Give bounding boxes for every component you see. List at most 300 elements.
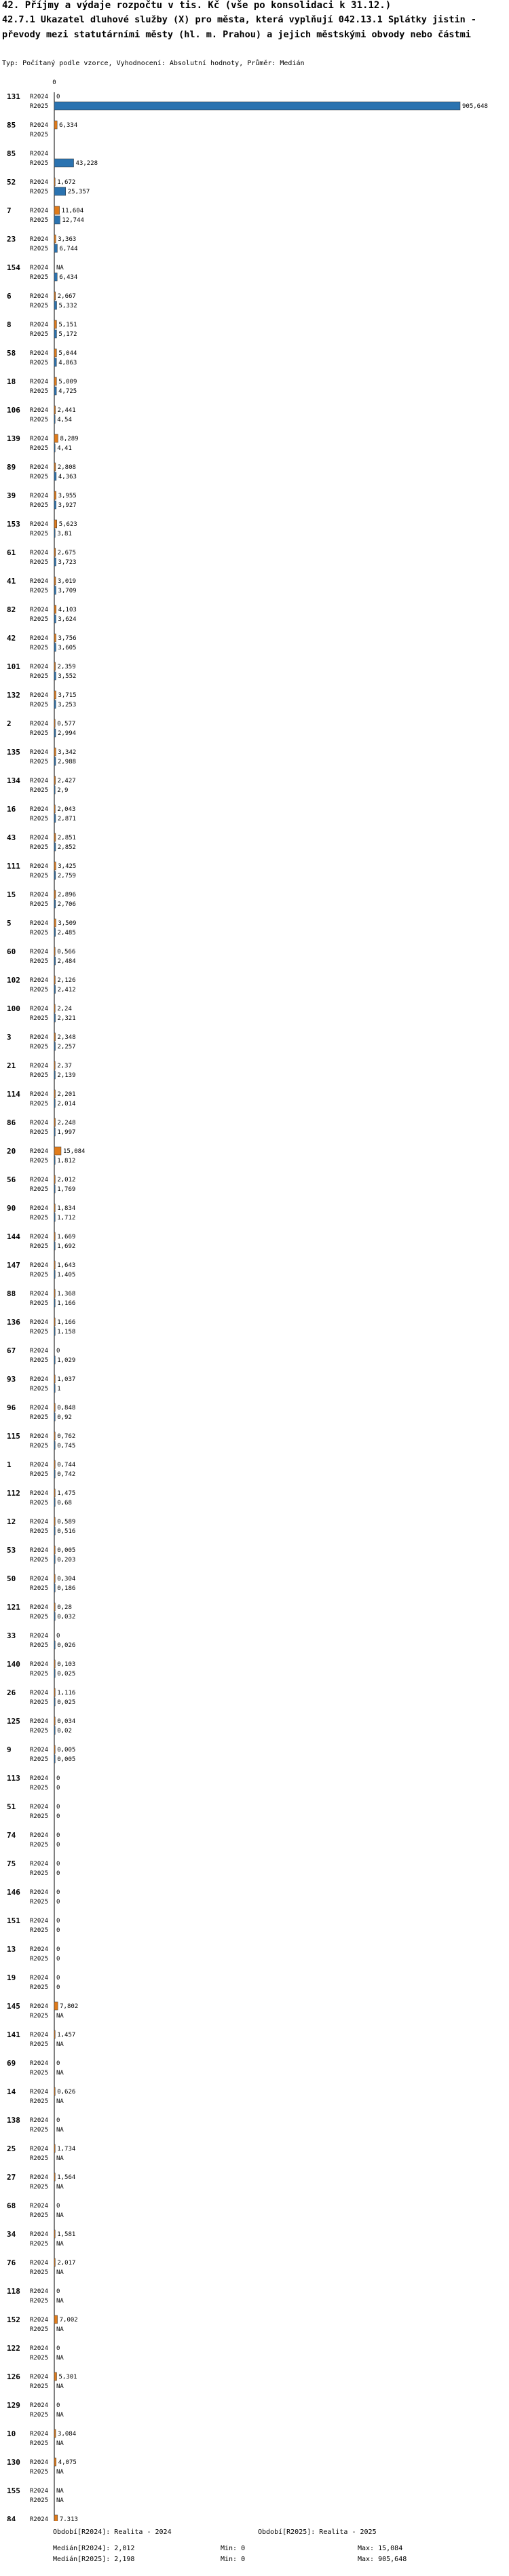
bar-r2025 bbox=[54, 1726, 55, 1735]
row-label: R2025 bbox=[30, 103, 49, 110]
value-label: 2,808 bbox=[57, 464, 76, 471]
row-label: R2024 bbox=[30, 407, 49, 414]
bar-r2024 bbox=[54, 2087, 55, 2096]
group-label: 140 bbox=[7, 1660, 20, 1669]
value-label: 3,624 bbox=[58, 616, 77, 623]
value-label: NA bbox=[56, 2070, 64, 2077]
bar-r2024 bbox=[54, 121, 57, 129]
row-label: R2024 bbox=[30, 1462, 49, 1469]
bar-r2025 bbox=[54, 729, 56, 737]
row-label: R2024 bbox=[30, 2231, 49, 2238]
row-label: R2024 bbox=[30, 122, 49, 129]
row-label: R2024 bbox=[30, 2402, 49, 2409]
value-label: 0 bbox=[56, 1899, 60, 1906]
group-label: 85 bbox=[7, 149, 16, 158]
row-label: R2025 bbox=[30, 1243, 49, 1250]
bar-r2024 bbox=[54, 1432, 55, 1440]
bar-r2024 bbox=[54, 1147, 61, 1155]
bar-r2024 bbox=[54, 1375, 55, 1383]
row-label: R2025 bbox=[30, 160, 49, 167]
value-label: 0 bbox=[56, 2345, 60, 2352]
bar-r2024 bbox=[54, 605, 56, 613]
row-label: R2025 bbox=[30, 588, 49, 594]
value-label: NA bbox=[56, 2298, 64, 2305]
value-label: 6,334 bbox=[59, 122, 78, 129]
row-label: R2025 bbox=[30, 2383, 49, 2390]
row-label: R2025 bbox=[30, 417, 49, 423]
value-label: 1 bbox=[57, 1386, 61, 1393]
row-label: R2024 bbox=[30, 1177, 49, 1183]
row-label: R2024 bbox=[30, 835, 49, 841]
bar-r2025 bbox=[54, 558, 56, 566]
value-label: NA bbox=[56, 2326, 64, 2333]
bar-r2024 bbox=[54, 776, 56, 784]
bar-r2024 bbox=[54, 947, 55, 955]
value-label: 3,425 bbox=[58, 863, 77, 870]
group-label: 67 bbox=[7, 1346, 16, 1355]
row-label: R2024 bbox=[30, 436, 49, 442]
value-label: 1,029 bbox=[57, 1357, 76, 1364]
row-label: R2025 bbox=[30, 1072, 49, 1079]
value-label: 2,675 bbox=[57, 550, 76, 556]
value-label: NA bbox=[56, 2497, 64, 2504]
row-label: R2025 bbox=[30, 1272, 49, 1278]
chart-subtitle-title: 42.7.1 Ukazatel dluhové služby (X) pro města, která vyplňují 042.13.1 Splátky jistin - převody mezi statutárními městy (hl. m. Prahou) a jejich městskými obvody nebo částmi bbox=[2, 14, 476, 40]
value-label: 2,667 bbox=[57, 293, 76, 300]
value-label: NA bbox=[56, 2155, 64, 2162]
chart-title: 42. Příjmy a výdaje rozpočtu v tis. Kč (vše po konsolidaci k 31.12.) bbox=[2, 0, 392, 11]
bar-r2025 bbox=[54, 216, 60, 224]
row-label: R2025 bbox=[30, 1899, 49, 1906]
value-label: 1,457 bbox=[57, 2032, 76, 2039]
row-label: R2025 bbox=[30, 759, 49, 765]
value-label: 0 bbox=[56, 2288, 60, 2295]
bar-r2024 bbox=[54, 1603, 55, 1611]
value-label: 0,304 bbox=[57, 1576, 76, 1583]
group-label: 8 bbox=[7, 320, 12, 329]
group-label: 132 bbox=[7, 691, 20, 700]
group-label: 115 bbox=[7, 1432, 20, 1441]
bar-r2024 bbox=[54, 235, 56, 243]
row-label: R2024 bbox=[30, 1490, 49, 1497]
value-label: NA bbox=[56, 2127, 64, 2134]
row-label: R2025 bbox=[30, 844, 49, 851]
row-label: R2025 bbox=[30, 616, 49, 623]
row-label: R2024 bbox=[30, 977, 49, 984]
value-label: NA bbox=[56, 2184, 64, 2191]
value-label: 5,151 bbox=[58, 322, 77, 328]
row-label: R2024 bbox=[30, 892, 49, 898]
bar-r2024 bbox=[54, 1204, 55, 1212]
row-label: R2024 bbox=[30, 2260, 49, 2267]
value-label: 3,342 bbox=[58, 749, 77, 756]
group-label: 100 bbox=[7, 1004, 20, 1013]
value-label: 1,834 bbox=[57, 1205, 76, 1212]
value-label: 1,669 bbox=[57, 1234, 76, 1240]
row-label: R2024 bbox=[30, 664, 49, 670]
bar-r2024 bbox=[54, 2315, 58, 2324]
value-label: 0 bbox=[56, 1832, 60, 1839]
value-label: 0,762 bbox=[57, 1433, 76, 1440]
row-label: R2025 bbox=[30, 1614, 49, 1621]
row-label: R2025 bbox=[30, 816, 49, 822]
group-label: 112 bbox=[7, 1489, 20, 1498]
value-label: 7,313 bbox=[59, 2516, 78, 2521]
row-label: R2024 bbox=[30, 2203, 49, 2210]
row-label: R2024 bbox=[30, 2089, 49, 2096]
row-label: R2024 bbox=[30, 1633, 49, 1640]
row-label: R2025 bbox=[30, 2070, 49, 2077]
value-label: 0 bbox=[56, 1918, 60, 1925]
value-label: 12,744 bbox=[62, 217, 84, 224]
group-label: 5 bbox=[7, 919, 12, 928]
value-label: 2,706 bbox=[57, 901, 76, 908]
bar-r2025 bbox=[54, 1042, 55, 1050]
row-label: R2025 bbox=[30, 1785, 49, 1792]
value-label: 0,566 bbox=[57, 949, 76, 955]
row-label: R2024 bbox=[30, 2374, 49, 2381]
group-label: 42 bbox=[7, 634, 16, 643]
row-label: R2024 bbox=[30, 1234, 49, 1240]
group-label: 68 bbox=[7, 2201, 16, 2210]
group-label: 34 bbox=[7, 2230, 16, 2239]
bar-r2025 bbox=[54, 1242, 55, 1250]
row-label: R2025 bbox=[30, 1500, 49, 1507]
group-label: 153 bbox=[7, 520, 20, 529]
bar-r2025 bbox=[54, 1755, 55, 1763]
value-label: 0 bbox=[56, 2402, 60, 2409]
value-label: 0 bbox=[56, 2117, 60, 2124]
group-label: 121 bbox=[7, 1603, 20, 1612]
bar-r2025 bbox=[54, 1128, 55, 1136]
row-label: R2025 bbox=[30, 1927, 49, 1934]
bar-r2025 bbox=[54, 1413, 55, 1421]
row-label: R2025 bbox=[30, 1101, 49, 1107]
group-label: 85 bbox=[7, 121, 16, 130]
row-label: R2025 bbox=[30, 1528, 49, 1535]
row-label: R2024 bbox=[30, 464, 49, 471]
bar-r2024 bbox=[54, 862, 56, 870]
row-label: R2025 bbox=[30, 502, 49, 509]
row-label: R2024 bbox=[30, 2431, 49, 2438]
bar-r2024 bbox=[54, 1517, 55, 1526]
row-label: R2024 bbox=[30, 607, 49, 613]
bar-r2025 bbox=[54, 159, 74, 167]
footer-period-2024: Období[R2024]: Realita - 2024 bbox=[53, 2528, 172, 2536]
bar-r2025 bbox=[54, 1698, 55, 1706]
value-label: 3,019 bbox=[57, 578, 77, 585]
row-label: R2024 bbox=[30, 322, 49, 328]
bar-r2025 bbox=[54, 957, 56, 965]
row-label: R2025 bbox=[30, 1300, 49, 1307]
row-label: R2025 bbox=[30, 531, 49, 537]
bar-r2024 bbox=[54, 2372, 57, 2381]
value-label: NA bbox=[56, 2269, 64, 2276]
group-label: 114 bbox=[7, 1090, 20, 1099]
row-label: R2024 bbox=[30, 2459, 49, 2466]
value-label: 2,321 bbox=[57, 1015, 76, 1022]
bar-r2025 bbox=[54, 330, 56, 338]
row-label: R2024 bbox=[30, 1262, 49, 1269]
value-label: 1,405 bbox=[57, 1272, 76, 1278]
row-label: R2024 bbox=[30, 1576, 49, 1583]
row-label: R2025 bbox=[30, 189, 49, 195]
row-label: R2024 bbox=[30, 1348, 49, 1355]
bar-r2025 bbox=[54, 672, 56, 680]
row-label: R2024 bbox=[30, 1006, 49, 1012]
row-label: R2024 bbox=[30, 1405, 49, 1412]
group-label: 19 bbox=[7, 1973, 16, 1982]
value-label: 1,166 bbox=[57, 1300, 76, 1307]
bar-r2025 bbox=[54, 1156, 55, 1164]
group-label: 136 bbox=[7, 1318, 20, 1327]
value-label: 3,363 bbox=[58, 236, 77, 243]
value-label: 1,368 bbox=[57, 1291, 76, 1298]
bar-r2025 bbox=[54, 102, 460, 110]
value-label: 0 bbox=[56, 1348, 60, 1355]
group-label: 43 bbox=[7, 833, 16, 842]
value-label: 11,604 bbox=[61, 208, 84, 214]
value-label: 1,116 bbox=[57, 1690, 76, 1697]
row-label: R2024 bbox=[30, 2288, 49, 2295]
bar-r2024 bbox=[54, 691, 56, 699]
row-label: R2024 bbox=[30, 863, 49, 870]
bar-r2024 bbox=[54, 1489, 55, 1497]
value-label: 2,201 bbox=[57, 1091, 76, 1098]
row-label: R2024 bbox=[30, 1120, 49, 1126]
row-label: R2025 bbox=[30, 2184, 49, 2191]
value-label: 2,24 bbox=[57, 1006, 72, 1012]
value-label: 0 bbox=[56, 1870, 60, 1877]
group-label: 39 bbox=[7, 491, 16, 500]
row-label: R2025 bbox=[30, 1015, 49, 1022]
bar-r2025 bbox=[54, 1213, 55, 1221]
value-label: 1,158 bbox=[57, 1329, 76, 1336]
bar-r2024 bbox=[54, 2144, 55, 2153]
group-label: 89 bbox=[7, 463, 16, 472]
footer-max-2025: Max: 905,648 bbox=[358, 2556, 407, 2563]
bar-r2025 bbox=[54, 358, 56, 366]
value-label: 15,084 bbox=[62, 1148, 86, 1155]
bar-r2024 bbox=[54, 2030, 55, 2039]
value-label: 2,139 bbox=[57, 1072, 76, 1079]
row-label: R2025 bbox=[30, 474, 49, 480]
bar-r2024 bbox=[54, 662, 56, 670]
row-label: R2024 bbox=[30, 1376, 49, 1383]
group-label: 27 bbox=[7, 2173, 16, 2182]
bar-r2024 bbox=[54, 2230, 55, 2238]
group-label: 139 bbox=[7, 434, 20, 443]
value-label: NA bbox=[56, 2488, 64, 2495]
group-label: 23 bbox=[7, 235, 16, 244]
bar-r2024 bbox=[54, 406, 56, 414]
row-label: R2024 bbox=[30, 350, 49, 357]
bar-r2024 bbox=[54, 1061, 55, 1069]
group-label: 58 bbox=[7, 349, 16, 358]
row-label: R2024 bbox=[30, 635, 49, 642]
value-label: 0,744 bbox=[57, 1462, 76, 1469]
bar-r2025 bbox=[54, 1014, 56, 1022]
value-label: 3,509 bbox=[58, 920, 77, 927]
bar-r2025 bbox=[54, 900, 56, 908]
group-label: 1 bbox=[7, 1460, 12, 1469]
group-label: 84 bbox=[7, 2515, 16, 2521]
group-label: 3 bbox=[7, 1033, 12, 1042]
row-label: R2024 bbox=[30, 1946, 49, 1953]
value-label: 1,769 bbox=[57, 1186, 76, 1193]
row-label: R2025 bbox=[30, 2298, 49, 2305]
row-label: R2024 bbox=[30, 1975, 49, 1982]
row-label: R2025 bbox=[30, 930, 49, 936]
row-label: R2024 bbox=[30, 1661, 49, 1668]
value-label: 43,228 bbox=[75, 160, 98, 167]
value-label: NA bbox=[56, 265, 64, 271]
bar-r2025 bbox=[54, 1612, 55, 1621]
value-label: 1,997 bbox=[57, 1129, 76, 1136]
bar-r2024 bbox=[54, 2258, 55, 2267]
value-label: 905,648 bbox=[462, 103, 488, 110]
value-label: 3,253 bbox=[58, 702, 77, 708]
row-label: R2024 bbox=[30, 179, 49, 186]
value-label: 4,725 bbox=[58, 388, 77, 395]
bar-r2025 bbox=[54, 928, 56, 936]
value-label: 2,017 bbox=[57, 2260, 76, 2267]
group-label: 15 bbox=[7, 890, 16, 899]
row-label: R2025 bbox=[30, 331, 49, 338]
bar-r2024 bbox=[54, 719, 55, 727]
group-label: 126 bbox=[7, 2372, 20, 2381]
group-label: 101 bbox=[7, 662, 20, 671]
value-label: 2,043 bbox=[57, 806, 76, 813]
row-label: R2025 bbox=[30, 445, 49, 452]
row-label: R2025 bbox=[30, 1956, 49, 1963]
value-label: NA bbox=[56, 2212, 64, 2219]
bar-r2025 bbox=[54, 444, 55, 452]
row-label: R2025 bbox=[30, 2355, 49, 2362]
group-label: 76 bbox=[7, 2258, 16, 2267]
value-label: 2,988 bbox=[57, 759, 77, 765]
value-label: 0,626 bbox=[57, 2089, 76, 2096]
value-label: 2,896 bbox=[57, 892, 77, 898]
bar-r2025 bbox=[54, 1470, 55, 1478]
value-label: 0,025 bbox=[57, 1671, 76, 1678]
row-label: R2025 bbox=[30, 217, 49, 224]
group-label: 56 bbox=[7, 1175, 16, 1184]
value-label: NA bbox=[56, 2412, 64, 2419]
bar-r2024 bbox=[54, 320, 56, 328]
row-label: R2024 bbox=[30, 1918, 49, 1925]
group-label: 53 bbox=[7, 1546, 16, 1555]
value-label: 1,734 bbox=[57, 2146, 76, 2153]
value-label: 0 bbox=[56, 1956, 60, 1963]
value-label: NA bbox=[56, 2241, 64, 2248]
row-label: R2024 bbox=[30, 1775, 49, 1782]
value-label: 0 bbox=[56, 1842, 60, 1849]
value-label: 0,005 bbox=[57, 1756, 76, 1763]
bar-r2024 bbox=[54, 434, 58, 442]
value-label: 1,643 bbox=[57, 1262, 76, 1269]
row-label: R2024 bbox=[30, 578, 49, 585]
value-label: 6,434 bbox=[59, 274, 78, 281]
bar-r2025 bbox=[54, 1555, 55, 1564]
value-label: 1,166 bbox=[57, 1319, 76, 1326]
bar-r2025 bbox=[54, 1384, 55, 1393]
bar-r2025 bbox=[54, 1641, 55, 1649]
value-label: 2,851 bbox=[57, 835, 76, 841]
row-label: R2025 bbox=[30, 2269, 49, 2276]
bar-r2024 bbox=[54, 491, 56, 499]
row-label: R2025 bbox=[30, 1870, 49, 1877]
footer-max-2024: Max: 15,084 bbox=[358, 2545, 403, 2552]
bar-r2024 bbox=[54, 2429, 56, 2438]
bar-r2025 bbox=[54, 529, 55, 537]
value-label: 0,005 bbox=[57, 1747, 76, 1754]
bar-r2024 bbox=[54, 890, 56, 898]
value-label: 0 bbox=[56, 2203, 60, 2210]
bar-r2024 bbox=[54, 1090, 55, 1098]
bar-r2024 bbox=[54, 178, 55, 186]
chart-type-note: Typ: Počítaný podle vzorce, Vyhodnocení: Absolutní hodnoty, Průměr: Medián bbox=[2, 60, 305, 67]
value-label: 2,37 bbox=[57, 1063, 72, 1069]
value-label: 5,172 bbox=[58, 331, 77, 338]
value-label: 0,92 bbox=[57, 1414, 72, 1421]
group-label: 134 bbox=[7, 776, 20, 785]
value-label: 0,032 bbox=[57, 1614, 76, 1621]
row-label: R2025 bbox=[30, 1186, 49, 1193]
group-label: 25 bbox=[7, 2144, 16, 2153]
value-label: 5,044 bbox=[58, 350, 77, 357]
value-label: 0,28 bbox=[57, 1604, 72, 1611]
value-label: 6,744 bbox=[59, 246, 78, 252]
group-label: 138 bbox=[7, 2116, 20, 2125]
value-label: 2,484 bbox=[57, 958, 76, 965]
bar-r2024 bbox=[54, 2173, 55, 2181]
value-label: 4,863 bbox=[58, 360, 77, 366]
group-label: 6 bbox=[7, 292, 12, 301]
row-label: R2024 bbox=[30, 1889, 49, 1896]
bar-r2025 bbox=[54, 643, 56, 651]
group-label: 129 bbox=[7, 2401, 20, 2410]
bar-r2024 bbox=[54, 377, 56, 385]
group-label: 26 bbox=[7, 1688, 16, 1697]
value-label: 2,126 bbox=[57, 977, 76, 984]
value-label: 0 bbox=[56, 1984, 60, 1991]
bar-r2025 bbox=[54, 871, 56, 879]
row-label: R2025 bbox=[30, 2241, 49, 2248]
row-label: R2024 bbox=[30, 2146, 49, 2153]
bar-r2025 bbox=[54, 1669, 55, 1678]
row-label: R2025 bbox=[30, 2212, 49, 2219]
value-label: 2,257 bbox=[57, 1044, 76, 1050]
group-label: 141 bbox=[7, 2030, 20, 2039]
group-label: 41 bbox=[7, 577, 16, 586]
value-label: 3,605 bbox=[58, 645, 77, 651]
bar-r2024 bbox=[54, 548, 56, 556]
value-label: 0 bbox=[56, 1813, 60, 1820]
group-label: 106 bbox=[7, 406, 20, 415]
value-label: 0 bbox=[56, 1775, 60, 1782]
bar-r2025 bbox=[54, 700, 56, 708]
x-axis-zero-label: 0 bbox=[52, 79, 56, 86]
value-label: 2,014 bbox=[57, 1101, 76, 1107]
value-label: 1,812 bbox=[57, 1158, 76, 1164]
row-label: R2024 bbox=[30, 521, 49, 528]
group-label: 113 bbox=[7, 1774, 20, 1783]
value-label: 7,802 bbox=[60, 2003, 79, 2010]
value-label: 4,075 bbox=[58, 2459, 77, 2466]
bar-r2024 bbox=[54, 976, 55, 984]
value-label: 2,012 bbox=[57, 1177, 76, 1183]
